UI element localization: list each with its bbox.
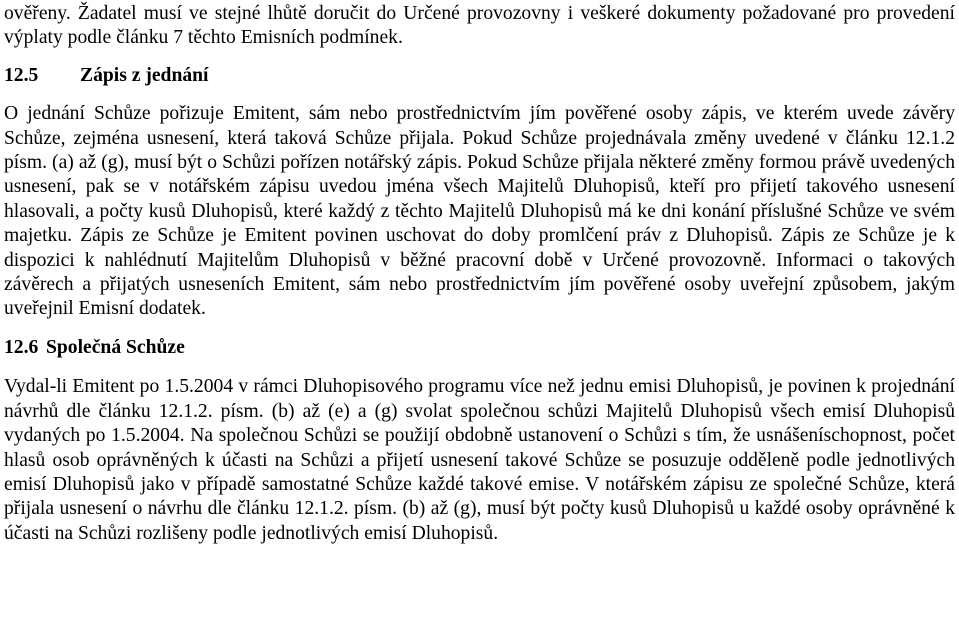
- section-12-6-paragraph: Vydal-li Emitent po 1.5.2004 v rámci Dluhopisového programu více než jednu emisi Dluhopisů, je povinen k projednání návrhů dle článku 12.1.2. písm. (b) až (e) a (g) svolat společnou schůzi Majitelů Dluhopisů všech emisí Dluhopisů vydaných po 1.5.2004. Na společnou Schůzi se použijí obdobně ustanovení o Schůzi s tím, že usnášeníschopnost, počet hlasů osob oprávněných k účasti na Schůzi a přijetí usnesení takové Schůze se posuzuje odděleně podle jednotlivých emisí Dluhopisů jako v případě samostatné Schůze každé takové emise. V notářském zápisu ze společné Schůze, která přijala usnesení o návrhu dle článku 12.1.2. písm. (b) až (g), musí být počty kusů Dluhopisů u každé osoby oprávněné k účasti na Schůzi rozlišeny podle jednotlivých emisí Dluhopisů.: [4, 376, 955, 544]
- section-number: 12.6: [4, 336, 39, 358]
- document-page: [4, 0, 955, 546]
- section-heading-12-5: [4, 64, 955, 88]
- section-title: Společná Schůze: [46, 336, 185, 358]
- section-12-5-paragraph: O jednání Schůze pořizuje Emitent, sám nebo prostřednictvím jím pověřené osoby zápis, ve kterém uvede závěry Schůze, zejména usnesení, která taková Schůze přijala. Pokud Schůze projednávala změny uvedené v článku 12.1.2 písm. (a) až (g), musí být o Schůzi pořízen notářský zápis. Pokud Schůze přijala některé změny formou právě uvedených usnesení, pak se v notářském zápisu uvedou jména všech Majitelů Dluhopisů, kteří pro přijetí takového usnesení hlasovali, a počty kusů Dluhopisů, které každý z těchto Majitelů Dluhopisů má ke dni konání příslušné Schůze ve svém majetku. Zápis ze Schůze je Emitent povinen uschovat do doby promlčení práv z Dluhopisů. Zápis ze Schůze je k dispozici k nahlédnutí Majitelům Dluhopisů v běžné pracovní době v Určené provozovně. Informaci o takových závěrech a přijatých usneseních Emitent, sám nebo prostřednictvím jím pověřené osoby uveřejní způsobem, jakým uveřejnil Emisní dodatek.: [4, 103, 955, 320]
- section-title: Zápis z jednání: [80, 64, 209, 86]
- intro-paragraph: ověřeny. Žadatel musí ve stejné lhůtě doručit do Určené provozovny i veškeré dokumenty požadované pro provedení výplaty podle článku 7 těchto Emisních podmínek.: [4, 3, 955, 49]
- section-number: 12.5: [4, 64, 39, 86]
- section-heading-12-6: [4, 336, 955, 360]
